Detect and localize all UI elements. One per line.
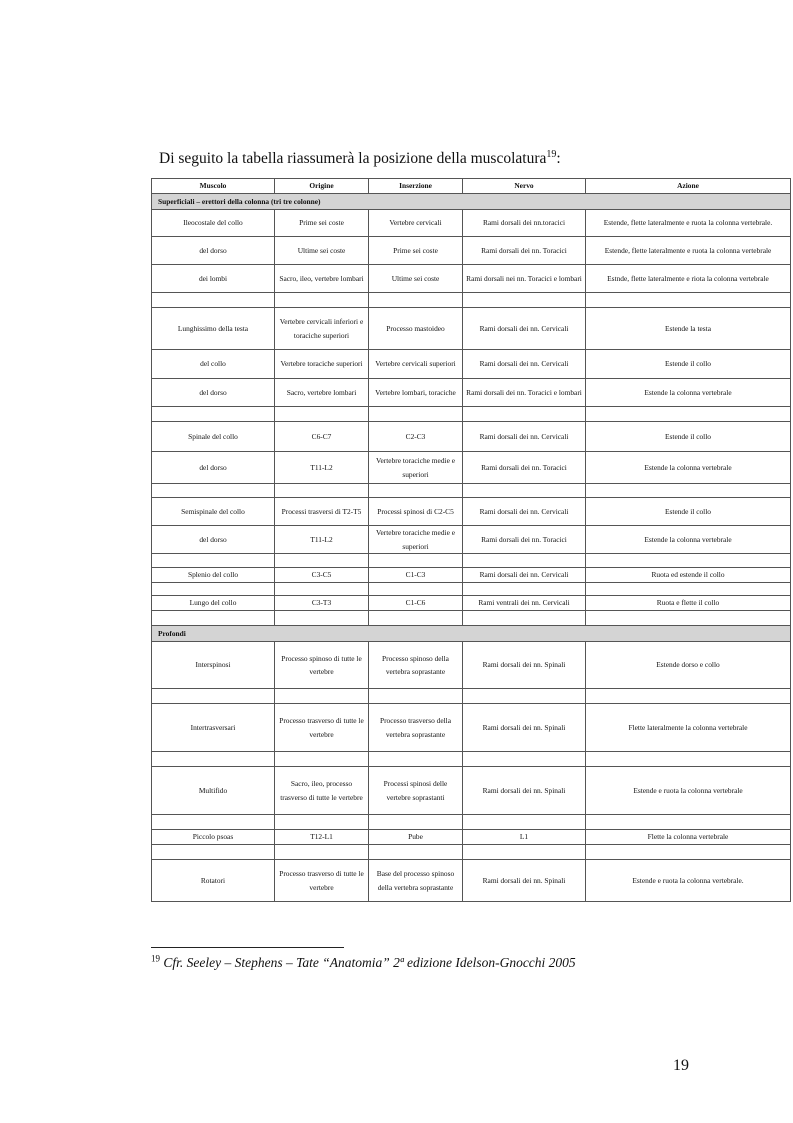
empty-cell bbox=[369, 845, 463, 860]
empty-cell bbox=[369, 611, 463, 626]
cell-nervo: Rami dorsali nei nn. Toracici e lombari bbox=[463, 265, 586, 293]
cell-nervo: Rami dorsali dei nn.toracici bbox=[463, 210, 586, 237]
footnote-reference[interactable]: 19 bbox=[546, 148, 557, 160]
empty-cell bbox=[586, 845, 791, 860]
header-nervo: Nervo bbox=[463, 179, 586, 194]
empty-cell bbox=[463, 484, 586, 498]
cell-inserzione: Vertebre toraciche medie e superiori bbox=[369, 526, 463, 554]
cell-inserzione: Vertebre cervicali bbox=[369, 210, 463, 237]
spacer-row bbox=[152, 752, 791, 767]
section-label: Profondi bbox=[152, 626, 791, 642]
empty-cell bbox=[586, 752, 791, 767]
table-row bbox=[152, 767, 791, 815]
cell-muscolo: Multifido bbox=[152, 767, 275, 815]
cell-azione: Estende e ruota la colonna vertebrale bbox=[586, 767, 791, 815]
table-row bbox=[152, 452, 791, 484]
spacer-row bbox=[152, 611, 791, 626]
empty-cell bbox=[275, 815, 369, 830]
empty-cell bbox=[463, 689, 586, 704]
cell-origine: Processo trasverso di tutte le vertebre bbox=[275, 860, 369, 902]
table-body bbox=[152, 194, 791, 902]
table-row bbox=[152, 422, 791, 452]
table-row bbox=[152, 830, 791, 845]
empty-cell bbox=[463, 752, 586, 767]
table-row bbox=[152, 704, 791, 752]
cell-inserzione: Vertebre cervicali superiori bbox=[369, 350, 463, 379]
empty-cell bbox=[152, 293, 275, 308]
table-row bbox=[152, 308, 791, 350]
cell-azione: Estende il collo bbox=[586, 350, 791, 379]
empty-cell bbox=[586, 554, 791, 568]
cell-inserzione: Processo trasverso della vertebra soprastante bbox=[369, 704, 463, 752]
cell-origine: Sacro, ileo, vertebre lombari bbox=[275, 265, 369, 293]
empty-cell bbox=[275, 554, 369, 568]
cell-inserzione: Processo mastoideo bbox=[369, 308, 463, 350]
empty-cell bbox=[152, 752, 275, 767]
empty-cell bbox=[275, 484, 369, 498]
intro-tail: : bbox=[556, 150, 561, 167]
cell-azione: Estende il collo bbox=[586, 422, 791, 452]
cell-inserzione: C1-C3 bbox=[369, 568, 463, 583]
cell-muscolo: Semispinale del collo bbox=[152, 498, 275, 526]
cell-inserzione: Processi spinosi di C2-C5 bbox=[369, 498, 463, 526]
cell-muscolo: Lungo del collo bbox=[152, 596, 275, 611]
empty-cell bbox=[369, 689, 463, 704]
cell-azione: Estende e ruota la colonna vertebrale. bbox=[586, 860, 791, 902]
empty-cell bbox=[369, 484, 463, 498]
empty-cell bbox=[152, 484, 275, 498]
cell-azione: Flette lateralmente la colonna vertebrale bbox=[586, 704, 791, 752]
footnote-text: Cfr. Seeley – Stephens – Tate “Anatomia” 2ª edizione Idelson-Gnocchi 2005 bbox=[163, 955, 576, 970]
cell-muscolo: dei lombi bbox=[152, 265, 275, 293]
empty-cell bbox=[152, 407, 275, 422]
empty-cell bbox=[369, 752, 463, 767]
section-label: Superficiali – erettori della colonna (tri tre colonne) bbox=[152, 194, 791, 210]
cell-muscolo: Intertrasversari bbox=[152, 704, 275, 752]
table-row bbox=[152, 379, 791, 407]
cell-inserzione: Base del processo spinoso della vertebra soprastante bbox=[369, 860, 463, 902]
empty-cell bbox=[463, 583, 586, 596]
section-header-row bbox=[152, 194, 791, 210]
empty-cell bbox=[275, 752, 369, 767]
empty-cell bbox=[586, 583, 791, 596]
cell-azione: Estende, flette lateralmente e ruota la colonna vertebrale. bbox=[586, 210, 791, 237]
cell-nervo: L1 bbox=[463, 830, 586, 845]
footnote-mark: 19 bbox=[151, 953, 160, 964]
table-row bbox=[152, 568, 791, 583]
cell-nervo: Rami dorsali dei nn. Toracici bbox=[463, 452, 586, 484]
page-number: 19 bbox=[673, 1057, 689, 1074]
cell-azione: Estende il collo bbox=[586, 498, 791, 526]
cell-nervo: Rami dorsali dei nn. Spinali bbox=[463, 767, 586, 815]
cell-origine: Processo trasverso di tutte le vertebre bbox=[275, 704, 369, 752]
cell-nervo: Rami dorsali dei nn. Toracici bbox=[463, 526, 586, 554]
cell-inserzione: Ultime sei coste bbox=[369, 265, 463, 293]
footnote-separator bbox=[151, 947, 344, 948]
cell-nervo: Rami dorsali dei nn. Spinali bbox=[463, 704, 586, 752]
empty-cell bbox=[275, 845, 369, 860]
empty-cell bbox=[152, 583, 275, 596]
cell-inserzione: C1-C6 bbox=[369, 596, 463, 611]
cell-muscolo: del dorso bbox=[152, 237, 275, 265]
cell-muscolo: Interspinosi bbox=[152, 642, 275, 689]
empty-cell bbox=[586, 407, 791, 422]
cell-origine: Ultime sei coste bbox=[275, 237, 369, 265]
cell-nervo: Rami ventrali dei nn. Cervicali bbox=[463, 596, 586, 611]
table-row bbox=[152, 526, 791, 554]
cell-origine: Vertebre toraciche superiori bbox=[275, 350, 369, 379]
table-row bbox=[152, 265, 791, 293]
cell-origine: Vertebre cervicali inferiori e toraciche superiori bbox=[275, 308, 369, 350]
muscle-table bbox=[151, 178, 791, 902]
empty-cell bbox=[275, 293, 369, 308]
cell-inserzione: Pube bbox=[369, 830, 463, 845]
cell-nervo: Rami dorsali dei nn. Cervicali bbox=[463, 498, 586, 526]
empty-cell bbox=[275, 583, 369, 596]
cell-inserzione: Processo spinoso della vertebra soprastante bbox=[369, 642, 463, 689]
table-row bbox=[152, 498, 791, 526]
cell-azione: Estende dorso e collo bbox=[586, 642, 791, 689]
empty-cell bbox=[152, 554, 275, 568]
table-row bbox=[152, 860, 791, 902]
empty-cell bbox=[275, 689, 369, 704]
cell-origine: Processo spinoso di tutte le vertebre bbox=[275, 642, 369, 689]
spacer-row bbox=[152, 293, 791, 308]
empty-cell bbox=[152, 815, 275, 830]
cell-origine: T11-L2 bbox=[275, 526, 369, 554]
empty-cell bbox=[275, 407, 369, 422]
cell-muscolo: Rotatori bbox=[152, 860, 275, 902]
spacer-row bbox=[152, 484, 791, 498]
cell-nervo: Rami dorsali dei nn. Cervicali bbox=[463, 350, 586, 379]
cell-inserzione: Vertebre lombari, toraciche bbox=[369, 379, 463, 407]
cell-muscolo: Piccolo psoas bbox=[152, 830, 275, 845]
cell-origine: T12-L1 bbox=[275, 830, 369, 845]
empty-cell bbox=[369, 583, 463, 596]
cell-origine: C6-C7 bbox=[275, 422, 369, 452]
empty-cell bbox=[369, 554, 463, 568]
cell-origine: Processi trasversi di T2-T5 bbox=[275, 498, 369, 526]
intro-text: Di seguito la tabella riassumerà la posizione della muscolatura bbox=[159, 150, 547, 167]
cell-azione: Estnde, flette lateralmente e riota la colonna vertebrale bbox=[586, 265, 791, 293]
empty-cell bbox=[586, 484, 791, 498]
empty-cell bbox=[586, 611, 791, 626]
cell-nervo: Rami dorsali dei nn. Spinali bbox=[463, 860, 586, 902]
cell-nervo: Rami dorsali dei nn. Toracici e lombari bbox=[463, 379, 586, 407]
empty-cell bbox=[275, 611, 369, 626]
cell-nervo: Rami dorsali dei nn. Cervicali bbox=[463, 422, 586, 452]
cell-origine: Prime sei coste bbox=[275, 210, 369, 237]
empty-cell bbox=[463, 611, 586, 626]
spacer-row bbox=[152, 815, 791, 830]
table-row bbox=[152, 642, 791, 689]
cell-origine: Sacro, vertebre lombari bbox=[275, 379, 369, 407]
cell-muscolo: Ileocostale del collo bbox=[152, 210, 275, 237]
empty-cell bbox=[463, 407, 586, 422]
empty-cell bbox=[586, 689, 791, 704]
cell-azione: Estende la colonna vertebrale bbox=[586, 379, 791, 407]
empty-cell bbox=[463, 845, 586, 860]
cell-azione: Estende la testa bbox=[586, 308, 791, 350]
cell-origine: C3-C5 bbox=[275, 568, 369, 583]
cell-nervo: Rami dorsali dei nn. Toracici bbox=[463, 237, 586, 265]
empty-cell bbox=[586, 293, 791, 308]
spacer-row bbox=[152, 689, 791, 704]
cell-origine: C3-T3 bbox=[275, 596, 369, 611]
spacer-row bbox=[152, 845, 791, 860]
empty-cell bbox=[463, 554, 586, 568]
spacer-row bbox=[152, 554, 791, 568]
empty-cell bbox=[369, 815, 463, 830]
cell-muscolo: Splenio del collo bbox=[152, 568, 275, 583]
cell-muscolo: Lunghissimo della testa bbox=[152, 308, 275, 350]
header-inserzione: Inserzione bbox=[369, 179, 463, 194]
cell-azione: Estende la colonna vertebrale bbox=[586, 526, 791, 554]
cell-muscolo: del dorso bbox=[152, 526, 275, 554]
table-row bbox=[152, 350, 791, 379]
section-header-row bbox=[152, 626, 791, 642]
cell-nervo: Rami dorsali dei nn. Cervicali bbox=[463, 568, 586, 583]
cell-azione: Flette la colonna vertebrale bbox=[586, 830, 791, 845]
empty-cell bbox=[586, 815, 791, 830]
cell-azione: Ruota ed estende il collo bbox=[586, 568, 791, 583]
empty-cell bbox=[369, 293, 463, 308]
cell-nervo: Rami dorsali dei nn. Cervicali bbox=[463, 308, 586, 350]
empty-cell bbox=[152, 611, 275, 626]
cell-inserzione: C2-C3 bbox=[369, 422, 463, 452]
footnote bbox=[151, 955, 576, 971]
header-muscolo: Muscolo bbox=[152, 179, 275, 194]
spacer-row bbox=[152, 583, 791, 596]
cell-nervo: Rami dorsali dei nn. Spinali bbox=[463, 642, 586, 689]
cell-muscolo: Spinale del collo bbox=[152, 422, 275, 452]
table-row bbox=[152, 210, 791, 237]
cell-origine: T11-L2 bbox=[275, 452, 369, 484]
table-header-row bbox=[152, 179, 791, 194]
cell-muscolo: del dorso bbox=[152, 379, 275, 407]
cell-inserzione: Prime sei coste bbox=[369, 237, 463, 265]
table-row bbox=[152, 237, 791, 265]
cell-muscolo: del dorso bbox=[152, 452, 275, 484]
cell-inserzione: Vertebre toraciche medie e superiori bbox=[369, 452, 463, 484]
cell-azione: Estende la colonna vertebrale bbox=[586, 452, 791, 484]
cell-inserzione: Processi spinosi delle vertebre soprastanti bbox=[369, 767, 463, 815]
table-row bbox=[152, 596, 791, 611]
empty-cell bbox=[463, 815, 586, 830]
empty-cell bbox=[463, 293, 586, 308]
header-azione: Azione bbox=[586, 179, 791, 194]
intro-paragraph bbox=[159, 150, 561, 168]
cell-origine: Sacro, ileo, processo trasverso di tutte le vertebre bbox=[275, 767, 369, 815]
empty-cell bbox=[152, 689, 275, 704]
cell-azione: Estende, flette lateralmente e ruota la colonna vertebrale bbox=[586, 237, 791, 265]
cell-muscolo: del collo bbox=[152, 350, 275, 379]
empty-cell bbox=[369, 407, 463, 422]
header-origine: Origine bbox=[275, 179, 369, 194]
cell-azione: Ruota e flette il collo bbox=[586, 596, 791, 611]
empty-cell bbox=[152, 845, 275, 860]
spacer-row bbox=[152, 407, 791, 422]
